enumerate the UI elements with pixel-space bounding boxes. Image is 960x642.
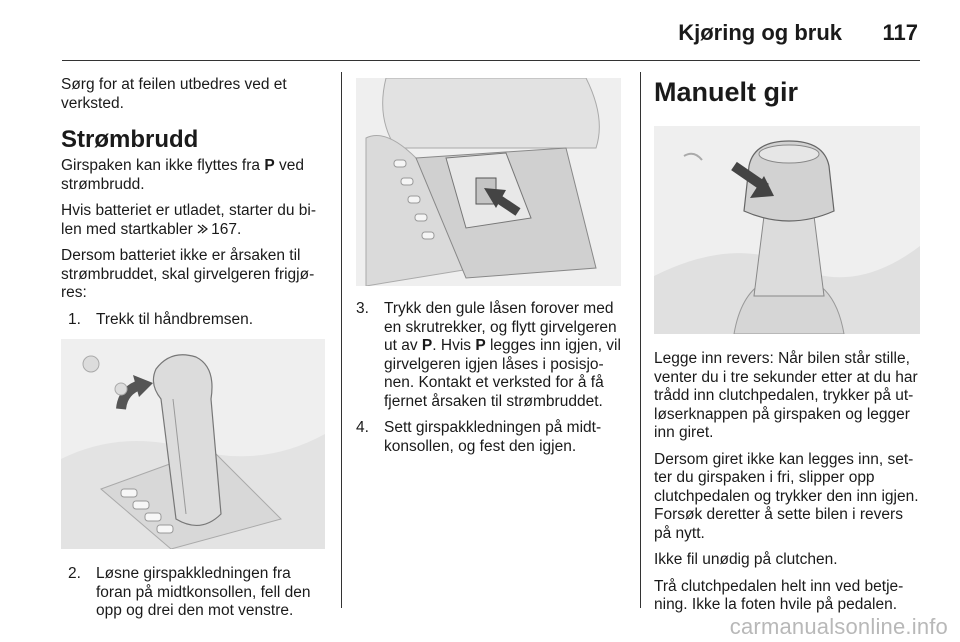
gear-lever-release-illustration bbox=[61, 339, 325, 549]
list-item bbox=[61, 311, 329, 330]
bold-text: P bbox=[421, 337, 433, 354]
step-number: 1. bbox=[68, 310, 81, 328]
column-divider bbox=[640, 72, 641, 608]
step-text: Løsne girspakkledningen fra foran på midtkonsollen, fell den opp og drei den mot venstre. bbox=[96, 565, 311, 619]
step-text bbox=[384, 300, 626, 411]
selector-lock-illustration bbox=[356, 78, 621, 286]
section-heading: Manuelt gir bbox=[654, 77, 799, 107]
section-heading: Strømbrudd bbox=[61, 126, 199, 153]
bold-text: P bbox=[264, 157, 275, 174]
step-text: Sett girspakkledningen på midt-konsollen, og fest den igjen. bbox=[384, 419, 602, 455]
intro-paragraph: Sørg for at feilen utbedres ved et verksted. bbox=[61, 76, 287, 112]
page-header bbox=[0, 0, 960, 62]
column-left bbox=[61, 76, 329, 629]
page-number: 117 bbox=[882, 20, 918, 45]
bold-text: P bbox=[475, 337, 486, 354]
step-number: 2. bbox=[68, 565, 81, 582]
column-divider bbox=[341, 72, 342, 608]
text: Girspaken kan ikke flyttes fra bbox=[61, 157, 265, 174]
manual-gear-knob-illustration bbox=[654, 126, 920, 334]
paragraph: Trå clutchpedalen helt inn ved betje-ning. Ikke la foten hvile på pedalen. bbox=[654, 577, 904, 613]
header-rule bbox=[62, 60, 920, 61]
paragraph: Dersom batteriet ikke er årsaken til strømbruddet, skal girvelgeren frigjø-res: bbox=[61, 247, 315, 301]
column-right bbox=[654, 76, 922, 623]
step-text: Trekk til håndbremsen. bbox=[96, 310, 254, 328]
page-reference-icon bbox=[197, 223, 208, 235]
column-middle bbox=[356, 76, 626, 464]
step-number: 4. bbox=[356, 419, 369, 436]
list-item bbox=[356, 300, 626, 411]
text: ved strømbrudd. bbox=[61, 157, 304, 193]
paragraph: Legge inn revers: Når bilen står stille, venter du i tre sekunder etter at du har trådd inn clutchpedalen, trykker på ut-løserknappen på girspaken og legger inn giret. bbox=[654, 350, 918, 441]
list-item bbox=[61, 565, 329, 621]
paragraph bbox=[61, 202, 329, 239]
text: . Hvis bbox=[432, 337, 476, 354]
text: legges inn igjen, vil girvelgeren igjen låses i posisjo-nen. Kontakt et verksted for å få fjernet årsaken til strømbruddet. bbox=[384, 337, 621, 410]
list-item bbox=[356, 419, 626, 456]
paragraph: Ikke fil unødig på clutchen. bbox=[654, 551, 838, 568]
watermark-text: carmanualsonline.info bbox=[729, 614, 948, 639]
text: Hvis batteriet er utladet, starter du bi-len med startkabler bbox=[61, 202, 317, 238]
header-title: Kjøring og bruk bbox=[678, 20, 842, 45]
text: Trykk den gule låsen forover med en skrutrekker, og flytt girvelgeren ut av bbox=[384, 300, 617, 354]
step-number: 3. bbox=[356, 300, 369, 317]
page-reference[interactable]: 167. bbox=[211, 220, 242, 238]
paragraph: Dersom giret ikke kan legges inn, set-ter du girspaken i fri, slipper opp clutchpedalen og trykker den inn igjen. Forsøk deretter å sette bilen i revers på nytt. bbox=[654, 450, 919, 542]
paragraph bbox=[61, 157, 329, 194]
